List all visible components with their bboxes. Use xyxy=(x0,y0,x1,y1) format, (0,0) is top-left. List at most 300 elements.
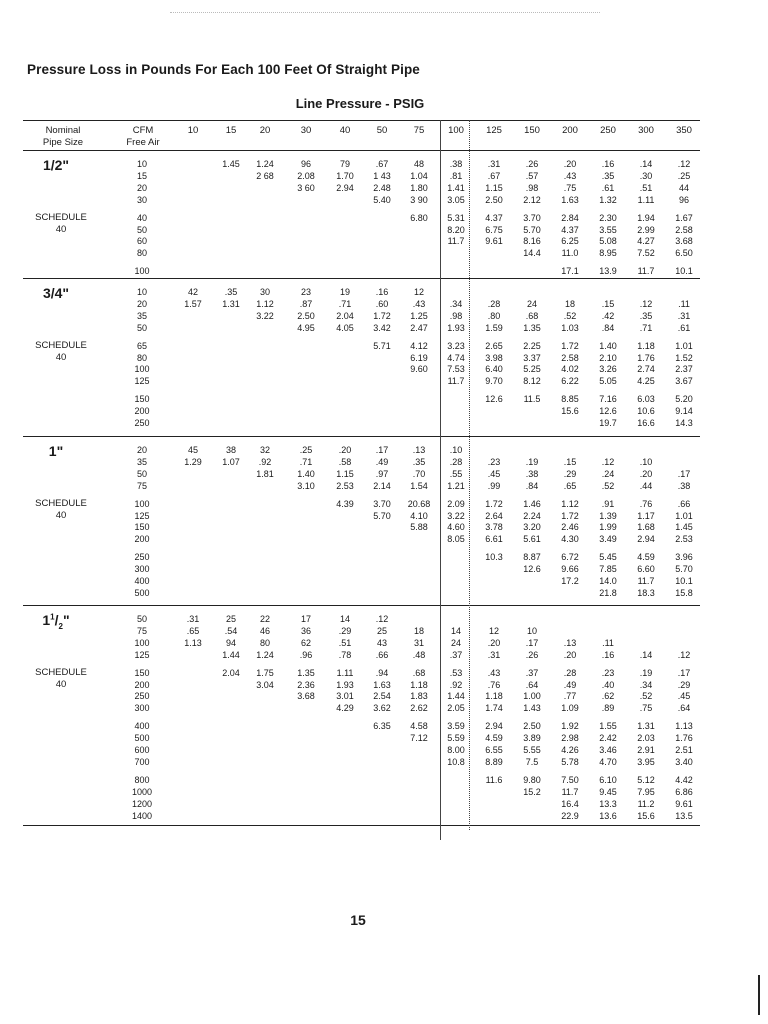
pressure-loss-value: 1.74 xyxy=(485,703,503,714)
cfm-value: 500 xyxy=(134,733,150,744)
pressure-loss-value: 1.52 xyxy=(675,352,693,363)
header-pressure-20: 20 xyxy=(259,125,271,136)
pressure-loss-value: 8.16 xyxy=(523,236,541,247)
pressure-loss-value: 2.04 xyxy=(336,310,354,321)
pressure-loss-value: 23 xyxy=(300,287,311,297)
pressure-loss-value: 11.2 xyxy=(637,798,655,809)
pressure-loss-value: .12 xyxy=(375,614,389,624)
pressure-loss-value: 6.61 xyxy=(485,534,503,545)
scan-artifact xyxy=(170,12,600,13)
pressure-loss-value: 5.20 xyxy=(675,394,693,405)
pressure-loss-value: .10 xyxy=(639,456,653,467)
pressure-loss-value: 12.6 xyxy=(599,406,617,417)
pressure-loss-value: 5.45 xyxy=(599,552,617,563)
pressure-loss-value: 5.59 xyxy=(447,733,465,744)
pressure-loss-value: .43 xyxy=(487,667,501,678)
pressure-loss-value: 13.6 xyxy=(599,810,617,821)
cfm-value: 100 xyxy=(134,364,150,375)
pressure-loss-value: .12 xyxy=(601,456,615,467)
pressure-loss-value: 9.61 xyxy=(675,798,693,809)
pressure-loss-value: .12 xyxy=(677,649,691,660)
pressure-loss-value: 2.53 xyxy=(675,534,693,545)
pressure-loss-value: 42 xyxy=(187,287,198,297)
pressure-loss-value: .52 xyxy=(601,480,615,491)
pressure-loss-value: 6.35 xyxy=(373,721,391,732)
pressure-loss-value: 1.54 xyxy=(410,480,428,491)
pressure-loss-value: .16 xyxy=(375,287,389,297)
pressure-loss-value: 2.12 xyxy=(523,194,541,205)
pressure-loss-value: .67 xyxy=(375,159,389,169)
pressure-loss-value: .67 xyxy=(487,170,501,181)
table-rule xyxy=(23,436,700,437)
pressure-loss-value: 2.47 xyxy=(410,322,428,333)
pressure-loss-value: .31 xyxy=(487,649,501,660)
pressure-loss-value: 2.84 xyxy=(561,212,579,223)
pressure-loss-value: 5.05 xyxy=(599,376,617,387)
pressure-loss-value: 1.00 xyxy=(523,691,541,702)
pressure-loss-value: .48 xyxy=(412,649,426,660)
pressure-loss-value: 1.44 xyxy=(222,649,240,660)
pressure-loss-value: 17 xyxy=(300,614,311,624)
pressure-loss-value: 6.22 xyxy=(561,376,579,387)
pressure-loss-value: .65 xyxy=(563,480,577,491)
pressure-loss-value: 4.42 xyxy=(675,774,693,785)
pressure-loss-value: 2.25 xyxy=(523,340,541,351)
pressure-loss-value: 3.04 xyxy=(256,679,274,690)
cfm-value: 600 xyxy=(134,745,150,755)
schedule-text: SCHEDULE xyxy=(35,211,87,223)
pressure-loss-value: 14 xyxy=(339,614,350,624)
pressure-loss-value: 36 xyxy=(300,625,311,636)
pressure-loss-value: .34 xyxy=(639,679,653,690)
header-pressure-200: 200 xyxy=(562,125,578,136)
pressure-loss-value: 1.24 xyxy=(256,649,274,660)
cfm-value: 125 xyxy=(134,376,150,387)
pressure-loss-value: 6.10 xyxy=(599,774,617,785)
cfm-value: 1200 xyxy=(131,798,153,809)
pressure-loss-value: .20 xyxy=(563,159,577,169)
schedule-text: SCHEDULE xyxy=(35,497,87,509)
pressure-loss-value: 1.57 xyxy=(184,298,202,309)
pressure-loss-value: 2.24 xyxy=(523,510,541,521)
cfm-value: 150 xyxy=(134,394,150,405)
cfm-value: 150 xyxy=(134,522,150,533)
pressure-loss-value: 4.29 xyxy=(336,703,354,714)
schedule-text: SCHEDULE xyxy=(35,666,87,678)
pressure-loss-value: 22.9 xyxy=(561,810,579,821)
pressure-loss-value: 10.3 xyxy=(485,552,503,563)
pressure-loss-value: .99 xyxy=(487,480,501,491)
cfm-value: 60 xyxy=(136,236,147,247)
pressure-loss-value: 5.70 xyxy=(523,224,541,235)
pressure-loss-value: .68 xyxy=(412,667,426,678)
pressure-loss-value: 4.59 xyxy=(485,733,503,744)
pressure-loss-value: 3.37 xyxy=(523,352,541,363)
cfm-value: 300 xyxy=(134,703,150,714)
cfm-value: 250 xyxy=(134,418,150,428)
pressure-loss-value: 1.18 xyxy=(637,340,655,351)
pressure-loss-value: 1.83 xyxy=(410,691,428,702)
pressure-loss-value: 11.7 xyxy=(447,376,465,387)
cfm-value: 100 xyxy=(134,266,150,277)
pressure-loss-value: 1.31 xyxy=(222,298,240,309)
cfm-value: 250 xyxy=(134,552,150,563)
pressure-loss-value: 1.63 xyxy=(373,679,391,690)
pressure-loss-value: 2 68 xyxy=(256,170,274,181)
cfm-value: 10 xyxy=(136,159,147,169)
pressure-loss-value: 4.70 xyxy=(599,756,617,767)
pressure-loss-value: 2.30 xyxy=(599,212,617,223)
pressure-loss-value: 8.87 xyxy=(523,552,541,563)
header-text: CFM xyxy=(132,125,154,136)
pressure-loss-value: 1.59 xyxy=(485,322,503,333)
pressure-loss-value: .75 xyxy=(563,182,577,193)
header-pressure-250: 250 xyxy=(600,125,616,136)
pressure-loss-value: 15.2 xyxy=(523,786,541,797)
pressure-loss-value: .89 xyxy=(601,703,615,714)
pressure-loss-value: 1.46 xyxy=(523,498,541,509)
pressure-loss-value: 3.05 xyxy=(447,194,465,205)
pressure-loss-value: 4.05 xyxy=(336,322,354,333)
pressure-loss-value: 9.60 xyxy=(410,364,428,375)
pressure-loss-value: 3.46 xyxy=(599,745,617,755)
pressure-loss-value: 38 xyxy=(225,445,236,455)
pressure-loss-value: .84 xyxy=(601,322,615,333)
pressure-loss-value: .17 xyxy=(677,468,691,479)
cfm-value: 700 xyxy=(134,756,150,767)
pressure-loss-value: 62 xyxy=(300,637,311,648)
header-nominal-pipe-size xyxy=(35,125,91,149)
pressure-loss-value: .98 xyxy=(525,182,539,193)
pressure-loss-value: 1.45 xyxy=(675,522,693,533)
cfm-value: 200 xyxy=(134,679,150,690)
pressure-loss-value: 1.93 xyxy=(336,679,354,690)
pressure-loss-value: 7.53 xyxy=(447,364,465,375)
pressure-loss-value: 11.7 xyxy=(447,236,465,247)
pressure-loss-value: 7.12 xyxy=(410,733,428,744)
pressure-loss-value: 3.49 xyxy=(599,534,617,545)
pressure-loss-value: 2.50 xyxy=(297,310,315,321)
cfm-value: 20 xyxy=(136,298,147,309)
pressure-loss-value: 6.75 xyxy=(485,224,503,235)
pressure-loss-value: 1.11 xyxy=(336,667,354,678)
pressure-loss-value: 21.8 xyxy=(599,587,617,598)
pressure-loss-value: 14 xyxy=(450,625,461,636)
pressure-loss-value: 13.5 xyxy=(675,810,693,821)
cfm-value: 30 xyxy=(136,194,147,205)
pressure-loss-value: 6.03 xyxy=(637,394,655,405)
pressure-loss-value: .26 xyxy=(525,159,539,169)
pressure-loss-value: 30 xyxy=(259,287,270,297)
pressure-loss-value: 14.0 xyxy=(599,576,617,586)
pipe-size-label: 1" xyxy=(48,443,64,459)
pressure-loss-value: .42 xyxy=(601,310,615,321)
pressure-loss-value: 11.7 xyxy=(561,786,579,797)
pressure-loss-value: 24 xyxy=(450,637,461,648)
pressure-loss-value: .52 xyxy=(639,691,653,702)
pressure-loss-value: .35 xyxy=(601,170,615,181)
pressure-loss-value: 5.88 xyxy=(410,522,428,533)
cfm-value: 400 xyxy=(134,576,150,586)
pressure-loss-value: .51 xyxy=(639,182,653,193)
pressure-loss-value: 1.21 xyxy=(447,480,465,491)
pressure-loss-value: 1.35 xyxy=(523,322,541,333)
pressure-loss-value: 3.68 xyxy=(297,691,315,702)
pressure-loss-value: 1.75 xyxy=(256,667,274,678)
pressure-loss-value: .70 xyxy=(412,468,426,479)
pressure-loss-value: .20 xyxy=(639,468,653,479)
pressure-loss-value: 46 xyxy=(259,625,270,636)
pressure-loss-value: 1.29 xyxy=(184,456,202,467)
table-rule xyxy=(23,278,700,279)
pressure-loss-value: 12 xyxy=(488,625,499,636)
pressure-loss-value: .71 xyxy=(299,456,313,467)
fraction-slash: / xyxy=(54,612,59,628)
pressure-loss-value: 10.1 xyxy=(675,576,693,586)
pressure-loss-value: 8.95 xyxy=(599,248,617,259)
pressure-loss-value: 2.10 xyxy=(599,352,617,363)
table-rule xyxy=(23,150,700,151)
pressure-loss-value: 7.5 xyxy=(525,756,539,767)
cfm-value: 250 xyxy=(134,691,150,702)
cfm-value: 75 xyxy=(136,480,147,491)
pressure-loss-value: .29 xyxy=(338,625,352,636)
pressure-loss-value: 4.02 xyxy=(561,364,579,375)
pressure-loss-value: 7.52 xyxy=(637,248,655,259)
pressure-loss-value: .29 xyxy=(563,468,577,479)
pressure-loss-value: 18 xyxy=(564,298,575,309)
pipe-size-label: 1/2" xyxy=(42,157,70,173)
pressure-loss-value: 2.58 xyxy=(561,352,579,363)
pressure-loss-value: 1.92 xyxy=(561,721,579,732)
schedule-text: 40 xyxy=(55,223,67,235)
pressure-loss-value: .31 xyxy=(487,159,501,169)
pressure-loss-value: 48 xyxy=(413,159,424,169)
pressure-loss-value: 1.72 xyxy=(373,310,391,321)
pressure-loss-value: 2.58 xyxy=(675,224,693,235)
pressure-loss-value: 17.2 xyxy=(561,576,579,586)
pressure-loss-value: 43 xyxy=(376,637,387,648)
pressure-loss-value: .66 xyxy=(677,498,691,509)
pressure-loss-value: .77 xyxy=(563,691,577,702)
pressure-loss-value: 5.31 xyxy=(447,212,465,223)
cfm-value: 50 xyxy=(136,224,147,235)
pressure-loss-value: 1.67 xyxy=(675,212,693,223)
pressure-loss-value: .91 xyxy=(601,498,615,509)
pressure-loss-value: 2.50 xyxy=(485,194,503,205)
header-pressure-15: 15 xyxy=(225,125,237,136)
pressure-loss-value: 11.7 xyxy=(637,576,655,586)
pressure-loss-value: .28 xyxy=(449,456,463,467)
pressure-loss-value: .61 xyxy=(677,322,691,333)
pressure-loss-value: 1.13 xyxy=(184,637,202,648)
pressure-loss-value: 16.4 xyxy=(561,798,579,809)
pressure-loss-value: 2.08 xyxy=(297,170,315,181)
pressure-loss-value: 18.3 xyxy=(637,587,655,598)
pressure-loss-value: 2.54 xyxy=(373,691,391,702)
cfm-value: 80 xyxy=(136,248,147,259)
pressure-loss-value: 1.13 xyxy=(675,721,693,732)
pressure-loss-value: 5.70 xyxy=(373,510,391,521)
pressure-loss-value: 3.68 xyxy=(675,236,693,247)
pressure-loss-value: 11.0 xyxy=(561,248,579,259)
pressure-loss-value: 3.26 xyxy=(599,364,617,375)
header-pressure-30: 30 xyxy=(300,125,312,136)
pressure-loss-value: 7.95 xyxy=(637,786,655,797)
pressure-loss-value: 19 xyxy=(339,287,350,297)
pressure-loss-value: 5.55 xyxy=(523,745,541,755)
pressure-loss-value: .76 xyxy=(487,679,501,690)
pressure-loss-value: 10.6 xyxy=(637,406,655,417)
pressure-loss-value: 3 90 xyxy=(410,194,428,205)
pressure-loss-value: 2.05 xyxy=(447,703,465,714)
pressure-loss-value: .34 xyxy=(449,298,463,309)
pressure-loss-value: 1.76 xyxy=(637,352,655,363)
pressure-loss-value: 16.6 xyxy=(637,418,655,428)
cfm-value: 80 xyxy=(136,352,147,363)
schedule-text: SCHEDULE xyxy=(35,339,87,351)
pressure-loss-value: 9.61 xyxy=(485,236,503,247)
pressure-loss-value: 1.72 xyxy=(485,498,503,509)
pressure-loss-value: 5.12 xyxy=(637,774,655,785)
schedule-label xyxy=(26,212,96,236)
pressure-loss-value: 1.12 xyxy=(256,298,274,309)
pressure-loss-value: .35 xyxy=(224,287,238,297)
cfm-value: 40 xyxy=(136,212,147,223)
header-pressure-10: 10 xyxy=(187,125,199,136)
cfm-value: 75 xyxy=(136,625,147,636)
pipe-size-label: 3/4" xyxy=(42,285,70,301)
pressure-loss-value: 5.08 xyxy=(599,236,617,247)
pressure-loss-value: .28 xyxy=(487,298,501,309)
pressure-loss-value: 3.20 xyxy=(523,522,541,533)
pressure-loss-value: 32 xyxy=(259,445,270,455)
pressure-loss-value: 3.89 xyxy=(523,733,541,744)
pressure-loss-value: 2.36 xyxy=(297,679,315,690)
pressure-loss-value: 1.17 xyxy=(637,510,655,521)
pressure-loss-value: 22 xyxy=(259,614,270,624)
pressure-loss-value: 2.94 xyxy=(336,182,354,193)
cfm-value: 500 xyxy=(134,587,150,598)
header-text: Pipe Size xyxy=(42,137,84,148)
pressure-loss-value: 6.86 xyxy=(675,786,693,797)
pressure-loss-value: 9.45 xyxy=(599,786,617,797)
pressure-loss-value: 25 xyxy=(376,625,387,636)
pressure-loss-value: 4.30 xyxy=(561,534,579,545)
pressure-loss-value: 1.68 xyxy=(637,522,655,533)
pressure-loss-value: 1.63 xyxy=(561,194,579,205)
pressure-loss-value: 3.23 xyxy=(447,340,465,351)
pressure-loss-value: .92 xyxy=(449,679,463,690)
pressure-loss-value: 10.1 xyxy=(675,266,693,277)
pressure-loss-value: .71 xyxy=(338,298,352,309)
pressure-loss-value: .26 xyxy=(525,649,539,660)
pressure-loss-value: 2.50 xyxy=(523,721,541,732)
pressure-loss-value: .13 xyxy=(563,637,577,648)
pressure-loss-value: 11.5 xyxy=(523,394,541,405)
pressure-loss-value: .78 xyxy=(338,649,352,660)
pressure-loss-value: 18 xyxy=(413,625,424,636)
pressure-loss-value: 2.53 xyxy=(336,480,354,491)
table-rule xyxy=(23,605,700,606)
pressure-loss-value: 2.74 xyxy=(637,364,655,375)
pressure-loss-value: 80 xyxy=(259,637,270,648)
pressure-loss-value: 8.12 xyxy=(523,376,541,387)
pressure-loss-value: 4.27 xyxy=(637,236,655,247)
pressure-loss-value: .60 xyxy=(375,298,389,309)
cfm-value: 35 xyxy=(136,310,147,321)
pressure-loss-value: 2.37 xyxy=(675,364,693,375)
cfm-value: 50 xyxy=(136,468,147,479)
pressure-loss-value: .57 xyxy=(525,170,539,181)
pressure-loss-value: .37 xyxy=(449,649,463,660)
pressure-loss-value: .49 xyxy=(563,679,577,690)
pressure-loss-value: 94 xyxy=(225,637,236,648)
pressure-loss-value: 1.72 xyxy=(561,510,579,521)
pressure-loss-value: 6.55 xyxy=(485,745,503,755)
pressure-loss-value: 1.15 xyxy=(485,182,503,193)
pressure-loss-value: 3.98 xyxy=(485,352,503,363)
pressure-loss-value: .43 xyxy=(563,170,577,181)
pressure-loss-value: 4.37 xyxy=(561,224,579,235)
pressure-loss-value: 4.10 xyxy=(410,510,428,521)
pressure-loss-value: 3.01 xyxy=(336,691,354,702)
pressure-loss-value: 3.96 xyxy=(675,552,693,563)
pressure-loss-value: .15 xyxy=(601,298,615,309)
pressure-loss-value: .16 xyxy=(601,649,615,660)
cfm-value: 65 xyxy=(136,340,147,351)
pressure-loss-value: 3.70 xyxy=(373,498,391,509)
pressure-loss-value: 8.00 xyxy=(447,745,465,755)
pressure-loss-value: 1.07 xyxy=(222,456,240,467)
cfm-value: 50 xyxy=(136,614,147,624)
pressure-loss-value: 5.25 xyxy=(523,364,541,375)
pressure-loss-value: .53 xyxy=(449,667,463,678)
pressure-loss-value: 1.12 xyxy=(561,498,579,509)
cfm-value: 10 xyxy=(136,287,147,297)
pressure-loss-value: .84 xyxy=(525,480,539,491)
pressure-loss-value: .65 xyxy=(186,625,200,636)
schedule-text: 40 xyxy=(55,678,67,690)
pressure-loss-value: 5.71 xyxy=(373,340,391,351)
pressure-loss-value: 9.70 xyxy=(485,376,503,387)
pressure-loss-value: 2.64 xyxy=(485,510,503,521)
pressure-loss-value: 6.40 xyxy=(485,364,503,375)
pressure-loss-value: 17.1 xyxy=(561,266,579,277)
pressure-loss-value: 31 xyxy=(413,637,424,648)
cfm-value: 50 xyxy=(136,322,147,333)
pressure-loss-value: 4.26 xyxy=(561,745,579,755)
pressure-loss-value: 1.41 xyxy=(447,182,465,193)
cfm-value: 15 xyxy=(136,170,147,181)
cfm-value: 100 xyxy=(134,637,150,648)
pressure-loss-value: 12.6 xyxy=(485,394,503,405)
pressure-loss-value: .20 xyxy=(487,637,501,648)
cfm-value: 200 xyxy=(134,534,150,545)
pressure-loss-value: .38 xyxy=(525,468,539,479)
pressure-loss-value: .64 xyxy=(525,679,539,690)
pressure-loss-value: 25 xyxy=(225,614,236,624)
pressure-loss-value: 1.11 xyxy=(637,194,655,205)
pressure-loss-value: 1.01 xyxy=(675,510,693,521)
pressure-loss-value: 2.62 xyxy=(410,703,428,714)
pressure-loss-value: .35 xyxy=(412,456,426,467)
pressure-loss-value: 1.76 xyxy=(675,733,693,744)
pressure-loss-value: .25 xyxy=(299,445,313,455)
pressure-loss-value: 4.12 xyxy=(410,340,428,351)
pressure-loss-value: 4.74 xyxy=(447,352,465,363)
header-text: Nominal xyxy=(45,125,81,136)
